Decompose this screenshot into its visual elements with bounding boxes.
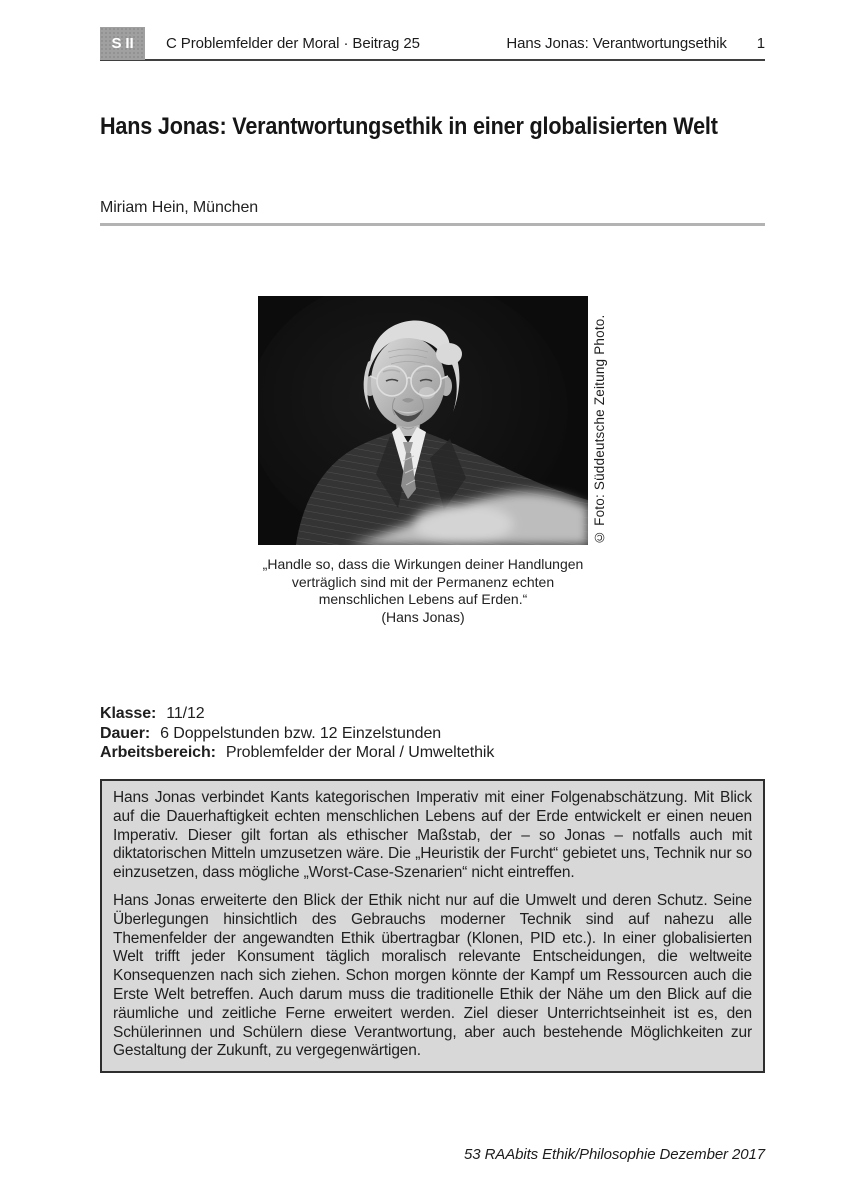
header-section-title: C Problemfelder der Moral · Beitrag 25 [166,35,420,52]
lesson-info-block [100,704,494,763]
caption-line: verträglich sind mit der Permanenz echten [291,573,555,590]
summary-paragraph: Hans Jonas erweiterte den Blick der Ethik nicht nur auf die Umwelt und deren Schutz. Seine Überlegungen hinsichtlich des Gebrauchs moderner Technik sind auf nahezu alle Themenfelder der angewandten Ethik übertragbar (Klonen, PID etc.). In einer globalisierten Welt trifft jeder Konsument täglich moralisch relevante Entscheidungen, die weltweite Konsequenzen nach sich ziehen. Schon morgen könnte der Kampf um Ressourcen auch die Erste Welt betreffen. Auch darum muss die traditionelle Ethik der Nähe um den Blick auf die räumliche und zeitliche Ferne erweitert werden. Ziel dieser Unterrichtseinheit ist es, den Schülerinnen und Schülern diese Verantwortung, aber auch bestehende Möglichkeiten zur Gestaltung der Zukunft, zu vergegenwärtigen. [113,891,752,1060]
caption-attribution: (Hans Jonas) [381,608,465,625]
photo-credit: © Foto: Süddeutsche Zeitung Photo. [592,314,607,545]
summary-box [100,779,765,1073]
photo-caption-quote [233,556,613,626]
footer-imprint: 53 RAAbits Ethik/Philosophie Dezember 2017 [464,1146,765,1163]
page-number: 1 [756,35,765,52]
hans-jonas-portrait-photo [258,296,588,545]
info-label: Dauer: [100,724,151,742]
info-label: Arbeitsbereich: [100,744,216,761]
info-value: 11/12 [166,705,205,722]
page-title: Hans Jonas: Verantwortungsethik in einer globalisierten Welt [100,113,718,140]
caption-line: menschlichen Lebens auf Erden.“ [318,591,528,607]
info-value: 6 Doppelstunden bzw. 12 Einzelstunden [160,724,442,742]
caption-line: „Handle so, dass die Wirkungen deiner Handlungen [262,556,584,572]
info-label: Klasse: [100,705,157,722]
info-row-klasse [100,704,494,724]
page-header [100,28,765,61]
info-row-dauer [100,724,494,744]
author-line: Miriam Hein, München [100,199,765,226]
header-topic: Hans Jonas: Verantwortungsethik [506,35,727,52]
summary-paragraph: Hans Jonas verbindet Kants kategorischen Imperativ mit einer Folgenabschätzung. Mit Blick auf die Dauerhaftigkeit echten menschlichen Lebens auf der Erde entwickelt er einen neuen Imperativ. Dieser gilt fortan als ethischer Maßstab, der – so Jonas – notfalls auch mit diktatorischen Mitteln umzusetzen wäre. Die „Heuristik der Furcht“ gebietet uns, Technik nur so einzusetzen, dass mögliche „Worst-Case-Szenarien“ nicht eintreffen. [113,789,752,882]
info-row-arbeitsbereich [100,743,494,763]
school-level-badge: S II [100,27,145,60]
info-value: Problemfelder der Moral / Umweltethik [225,744,495,761]
